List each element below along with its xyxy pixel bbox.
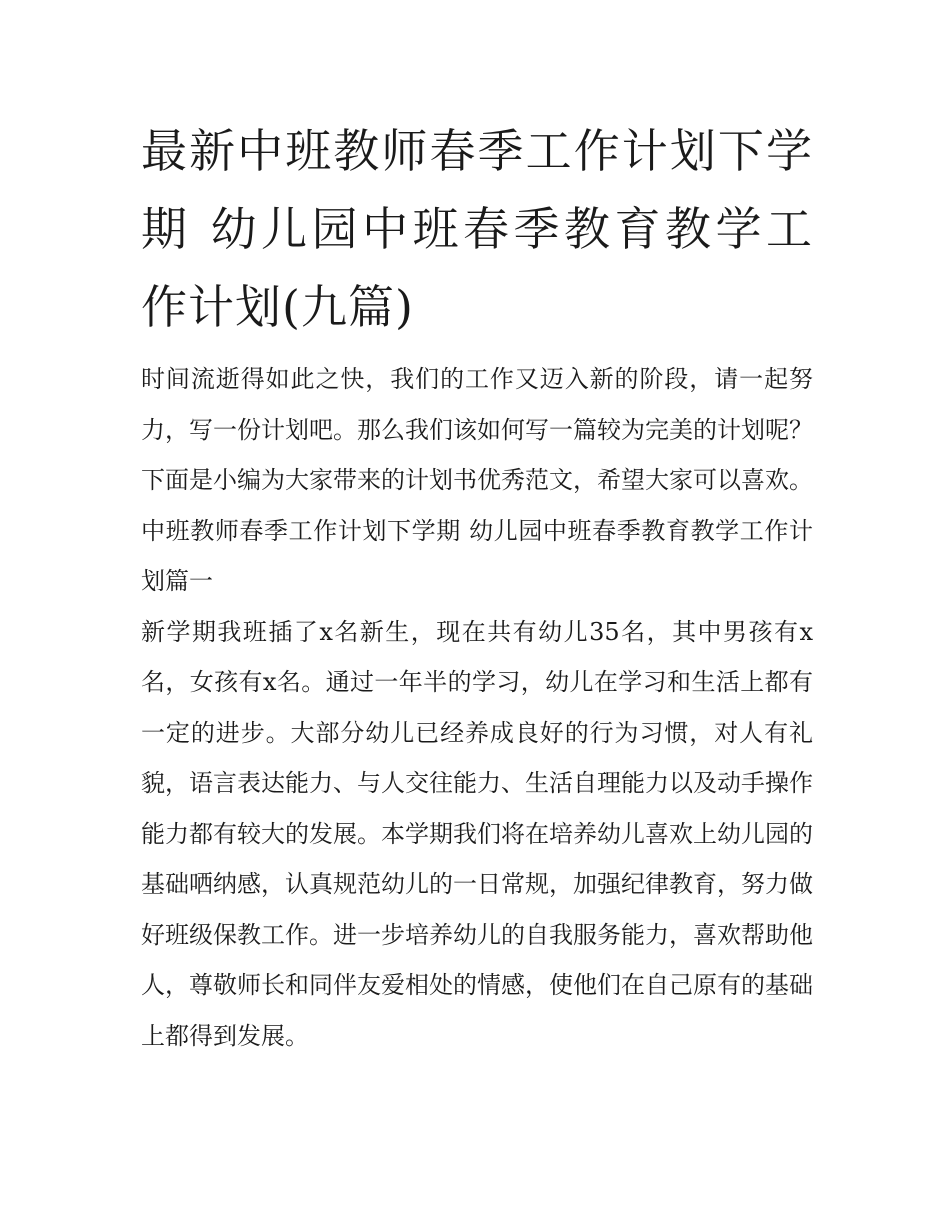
document-page xyxy=(141,112,813,1061)
section-heading: 中班教师春季工作计划下学期 幼儿园中班春季教育教学工作计划篇一 xyxy=(141,516,813,595)
intro-paragraph: 时间流逝得如此之快，我们的工作又迈入新的阶段，请一起努力，写一份计划吧。那么我们该如何写一篇较为完美的计划呢？下面是小编为大家带来的计划书优秀范文，希望大家可以喜欢。 xyxy=(141,365,813,494)
document-title: 最新中班教师春季工作计划下学期 幼儿园中班春季教育教学工作计划(九篇) xyxy=(141,124,813,334)
body-paragraph: 新学期我班插了x名新生，现在共有幼儿35名，其中男孩有x名，女孩有x名。通过一年半的学习，幼儿在学习和生活上都有一定的进步。大部分幼儿已经养成良好的行为习惯，对人有礼貌，语言表达能力、与人交往能力、生活自理能力以及动手操作能力都有较大的发展。本学期我们将在培养幼儿喜欢上幼儿园的基础哂纳感，认真规范幼儿的一日常规，加强纪律教育，努力做好班级保教工作。进一步培养幼儿的自我服务能力，喜欢帮助他人，尊敬师长和同伴友爱相处的情感，使他们在自己原有的基础上都得到发展。 xyxy=(141,617,813,1050)
